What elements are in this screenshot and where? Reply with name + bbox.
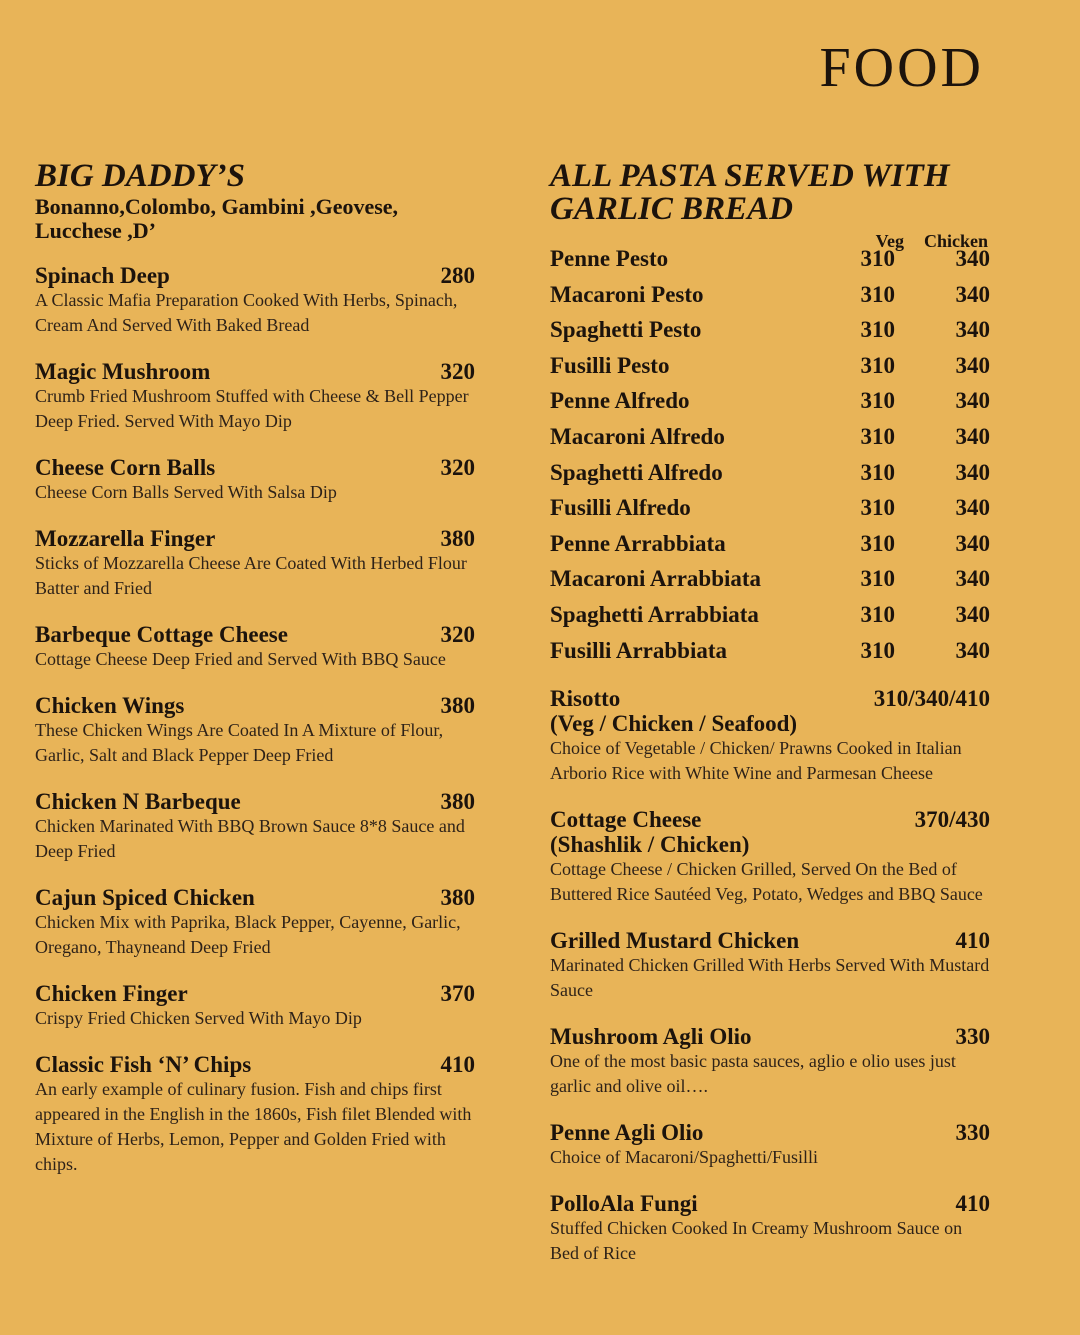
menu-item (35, 1052, 475, 1177)
pasta-list (550, 241, 990, 668)
veg-price: 310 (860, 281, 895, 307)
item-header (550, 807, 990, 832)
item-price: 380 (440, 693, 475, 718)
item-description: Cottage Cheese Deep Fried and Served With BBQ Sauce (35, 649, 446, 669)
section-subtitle: Bonanno,Colombo, Gambini ,Geovese, Lucchese ,D’ (35, 194, 399, 243)
chicken-price: 340 (955, 601, 990, 627)
item-price: 370/430 (914, 807, 990, 833)
menu-items (35, 263, 475, 1177)
section-title: ALL PASTA SERVED WITH GARLIC BREAD (550, 158, 950, 227)
item-name: Risotto (550, 686, 621, 712)
item-name: Cottage Cheese (550, 807, 702, 833)
chicken-price: 340 (955, 566, 990, 592)
pasta-row (550, 383, 990, 419)
item-name-group (550, 807, 701, 832)
veg-price: 310 (860, 566, 895, 592)
item-name-group (35, 693, 184, 718)
chicken-price: 340 (955, 246, 990, 271)
veg-price: 310 (860, 352, 895, 378)
page-title: FOOD (819, 37, 984, 99)
item-name: Cheese Corn Balls (35, 455, 216, 480)
pasta-row (550, 633, 990, 669)
item-description: An early example of culinary fusion. Fish and chips first appeared in the English in the 1860s, Fish filet Blended with Mixture of Herbs, Lemon, Pepper and Golden Fried with chips. (35, 1079, 472, 1174)
chicken-price: 340 (955, 637, 990, 663)
pasta-name: Spaghetti Alfredo (550, 459, 723, 485)
item-name-group (550, 1120, 703, 1145)
pasta-column (550, 160, 990, 1287)
veg-price: 310 (860, 530, 895, 556)
item-name: Spinach Deep (35, 263, 170, 288)
item-description: One of the most basic pasta sauces, aglio e olio uses just garlic and olive oil…. (550, 1051, 956, 1097)
pasta-row (550, 597, 990, 633)
item-name: Cajun Spiced Chicken (35, 885, 255, 910)
item-description: Crispy Fried Chicken Served With Mayo Dip (35, 1008, 362, 1028)
item-header (35, 981, 475, 1006)
pasta-row (550, 455, 990, 491)
chicken-header: Chicken (923, 231, 988, 251)
item-name: Chicken Finger (35, 981, 188, 1006)
item-description: Cheese Corn Balls Served With Salsa Dip (35, 482, 337, 502)
item-name-group (35, 455, 215, 480)
item-header (35, 1052, 475, 1077)
pasta-row (550, 526, 990, 562)
item-name-group (35, 263, 170, 288)
menu-item (35, 693, 475, 768)
item-header (550, 1120, 990, 1145)
veg-header: Veg (875, 231, 904, 251)
item-name-group (35, 622, 288, 647)
pasta-row (550, 419, 990, 455)
item-description: Marinated Chicken Grilled With Herbs Served With Mustard Sauce (550, 955, 990, 1001)
item-header (550, 1191, 990, 1216)
item-name-group (35, 981, 188, 1006)
item-name-group (550, 1024, 752, 1049)
chicken-price: 340 (955, 281, 990, 307)
item-name-group (35, 885, 255, 910)
veg-price: 310 (860, 317, 895, 343)
item-header (550, 686, 990, 711)
pasta-row (550, 277, 990, 313)
item-description: These Chicken Wings Are Coated In A Mixture of Flour, Garlic, Salt and Black Pepper Deep Fried (35, 720, 444, 765)
item-description: Choice of Vegetable / Chicken/ Prawns Cooked in Italian Arborio Rice with White Wine and Parmesan Cheese (550, 738, 962, 784)
item-description: Choice of Macaroni/Spaghetti/Fusilli (550, 1147, 818, 1168)
chicken-price: 340 (955, 495, 990, 521)
menu-item (35, 622, 475, 672)
menu-item (35, 885, 475, 960)
pasta-name: Fusilli Alfredo (550, 495, 691, 521)
pasta-row (550, 561, 990, 597)
big-daddys-column (35, 160, 475, 1198)
item-description: Stuffed Chicken Cooked In Creamy Mushroom Sauce on Bed of Rice (550, 1218, 963, 1264)
item-name: Mozzarella Finger (35, 526, 216, 551)
item-header (35, 885, 475, 910)
item-name: Classic Fish ‘N’ Chips (35, 1052, 252, 1077)
section-title: BIG DADDY’S (35, 158, 245, 194)
item-description: Chicken Mix with Paprika, Black Pepper, Cayenne, Garlic, Oregano, Thayneand Deep Fried (35, 912, 461, 957)
item-name: Magic Mushroom (35, 359, 211, 384)
item-name: Grilled Mustard Chicken (550, 928, 800, 954)
pasta-name: Penne Arrabbiata (550, 530, 726, 556)
item-price: 380 (440, 789, 475, 814)
pasta-name: Spaghetti Pesto (550, 317, 702, 343)
pasta-name: Penne Pesto (550, 246, 669, 271)
menu-item (550, 686, 990, 786)
item-name: Chicken Wings (35, 693, 185, 718)
item-header (550, 928, 990, 953)
item-name-line2: (Veg / Chicken / Seafood) (550, 711, 798, 737)
item-price: 330 (955, 1024, 990, 1050)
menu-items (550, 686, 990, 1266)
item-description: Cottage Cheese / Chicken Grilled, Served On the Bed of Buttered Rice Sautéed Veg, Potato, Wedges and BBQ Sauce (550, 859, 983, 905)
item-header (35, 359, 475, 384)
menu-item (550, 1120, 990, 1170)
pasta-name: Macaroni Alfredo (550, 423, 725, 449)
item-description: Sticks of Mozzarella Cheese Are Coated With Herbed Flour Batter and Fried (35, 553, 467, 598)
menu-item (550, 1191, 990, 1266)
item-description: Chicken Marinated With BBQ Brown Sauce 8*8 Sauce and Deep Fried (35, 816, 465, 861)
menu-item (550, 928, 990, 1003)
veg-price: 310 (860, 459, 895, 485)
item-name-group (550, 1191, 698, 1216)
item-name: PolloAla Fungi (550, 1191, 698, 1217)
item-price: 410 (440, 1052, 475, 1077)
chicken-price: 340 (955, 388, 990, 414)
pasta-row (550, 490, 990, 526)
pasta-name: Macaroni Arrabbiata (550, 566, 762, 592)
item-name-group (35, 1052, 251, 1077)
chicken-price: 340 (955, 530, 990, 556)
item-name: Mushroom Agli Olio (550, 1024, 752, 1050)
item-header (35, 789, 475, 814)
menu-item (35, 455, 475, 505)
item-name-line2: (Shashlik / Chicken) (550, 832, 750, 858)
item-price: 380 (440, 885, 475, 910)
menu-item (35, 789, 475, 864)
veg-price: 310 (860, 423, 895, 449)
item-price: 320 (440, 359, 475, 384)
pasta-row (550, 312, 990, 348)
menu-item (35, 263, 475, 338)
chicken-price: 340 (955, 352, 990, 378)
veg-price: 310 (860, 637, 895, 663)
item-price: 380 (440, 526, 475, 551)
item-header (35, 526, 475, 551)
veg-price: 310 (860, 388, 895, 414)
item-price: 410 (955, 928, 990, 954)
item-description: Crumb Fried Mushroom Stuffed with Cheese & Bell Pepper Deep Fried. Served With Mayo Dip (35, 386, 469, 431)
pasta-row (550, 348, 990, 384)
item-header (35, 693, 475, 718)
pasta-name: Fusilli Pesto (550, 352, 670, 378)
item-header (35, 263, 475, 288)
item-price: 280 (440, 263, 475, 288)
veg-price: 310 (860, 601, 895, 627)
pasta-name: Macaroni Pesto (550, 281, 704, 307)
menu-item (35, 981, 475, 1031)
item-name-group (35, 789, 241, 814)
veg-price: 310 (860, 246, 895, 271)
menu-item (550, 807, 990, 907)
item-description: A Classic Mafia Preparation Cooked With Herbs, Spinach, Cream And Served With Baked Bread (35, 290, 458, 335)
item-header (35, 455, 475, 480)
item-price: 310/340/410 (873, 686, 990, 712)
item-name-group (550, 928, 799, 953)
menu-item (35, 359, 475, 434)
veg-price: 310 (860, 495, 895, 521)
item-price: 330 (955, 1120, 990, 1146)
chicken-price: 340 (955, 423, 990, 449)
item-header (35, 622, 475, 647)
menu-item (550, 1024, 990, 1099)
item-name-group (550, 686, 620, 711)
pasta-name: Fusilli Arrabbiata (550, 637, 727, 663)
item-price: 410 (955, 1191, 990, 1217)
item-price: 370 (440, 981, 475, 1006)
item-header (550, 1024, 990, 1049)
item-price: 320 (440, 455, 475, 480)
pasta-name: Spaghetti Arrabbiata (550, 601, 759, 627)
item-name: Barbeque Cottage Cheese (35, 622, 288, 647)
chicken-price: 340 (955, 459, 990, 485)
item-name-group (35, 526, 215, 551)
item-name-group (35, 359, 210, 384)
chicken-price: 340 (955, 317, 990, 343)
pasta-name: Penne Alfredo (550, 388, 690, 414)
item-name: Chicken N Barbeque (35, 789, 241, 814)
item-name: Penne Agli Olio (550, 1120, 704, 1146)
menu-item (35, 526, 475, 601)
item-price: 320 (440, 622, 475, 647)
